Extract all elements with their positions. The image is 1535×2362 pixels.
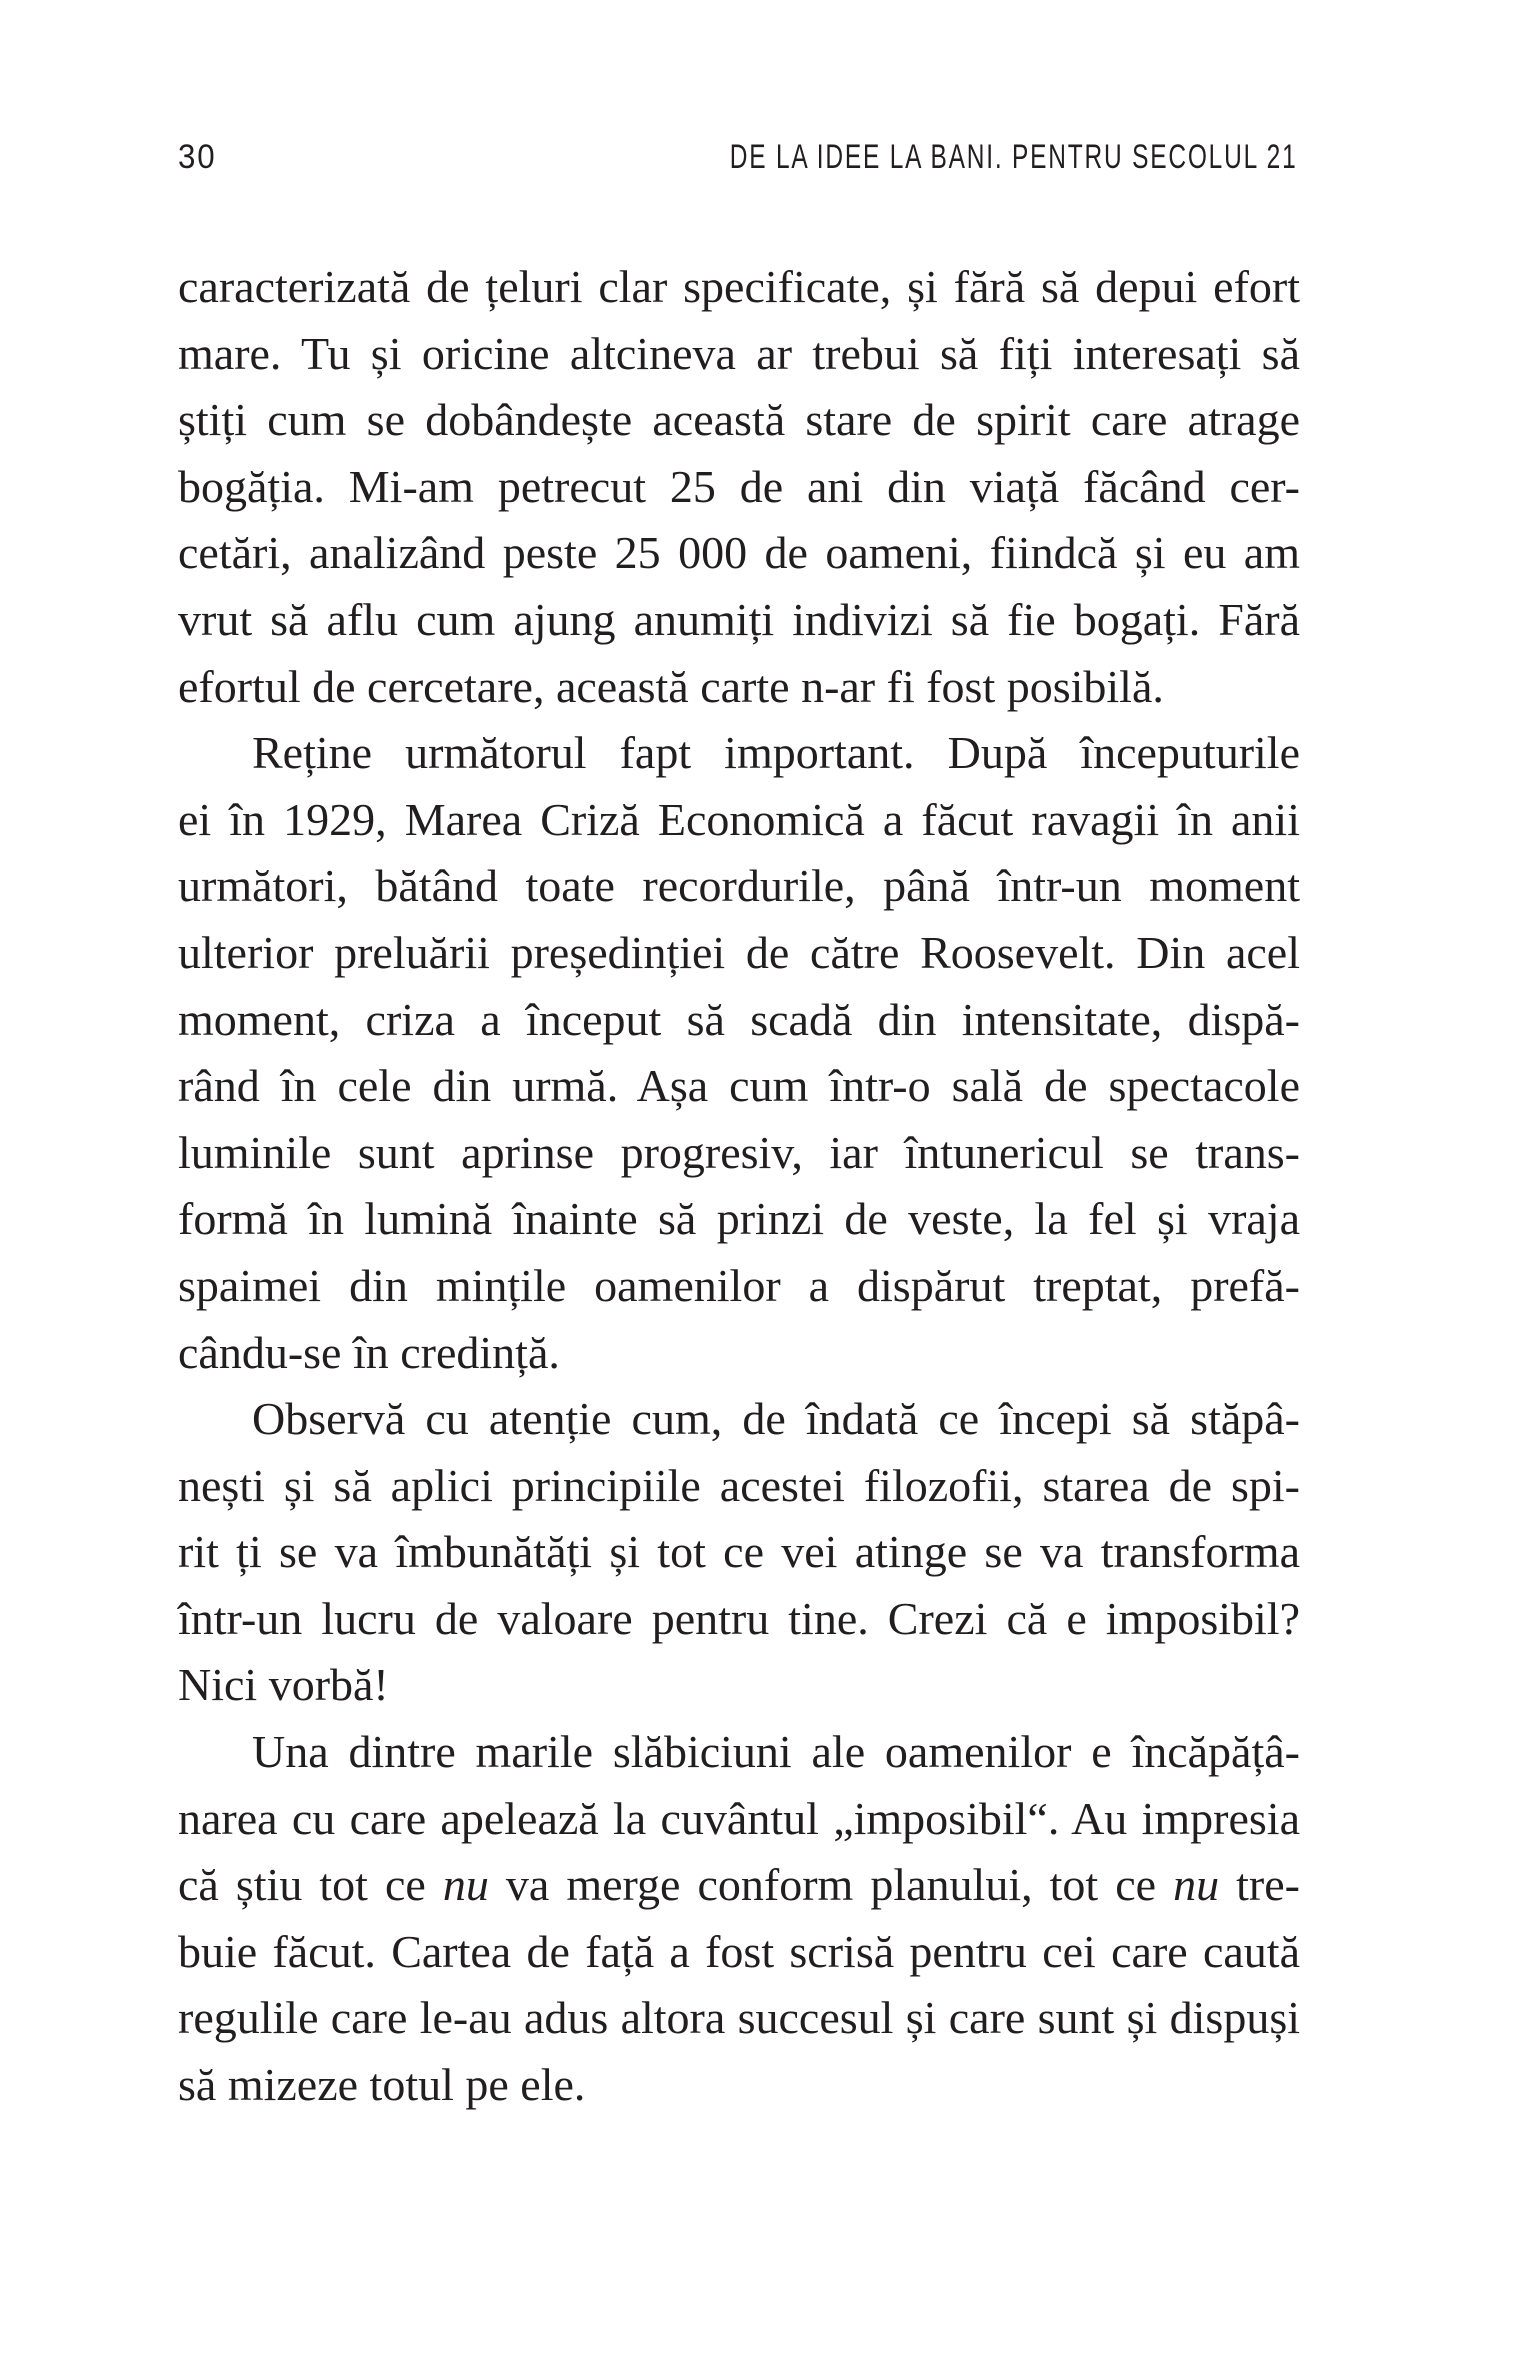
running-title: DE LA IDEE LA BANI. PENTRU SECOLUL 21 (730, 138, 1298, 176)
text-line (178, 1719, 1300, 1786)
text-run: efortul de cercetare, această carte n-ar fi fost posibilă. (178, 660, 1164, 712)
paragraph (178, 1719, 1300, 2119)
text-run: formă în lumină înainte să prinzi de veste, la fel și vraja (178, 1193, 1300, 1245)
text-run: Nici vorbă! (178, 1659, 389, 1711)
text-line (178, 321, 1300, 388)
text-run: moment, criza a început să scadă din intensitate, dispă- (178, 993, 1300, 1045)
text-line (178, 1852, 1300, 1919)
text-run: Observă cu atenție cum, de îndată ce începi să stăpâ- (252, 1393, 1300, 1445)
text-line (178, 1652, 1300, 1719)
text-run: ei în 1929, Marea Criză Economică a făcut ravagii în anii (178, 793, 1300, 845)
text-line (178, 2052, 1300, 2119)
emphasized-text: nu (442, 1859, 489, 1911)
text-run: tre- (1219, 1859, 1300, 1911)
text-run: rând în cele din urmă. Așa cum într-o sală de spectacole (178, 1060, 1300, 1112)
text-run: nești și să aplici principiile acestei filozofii, starea de spi- (178, 1459, 1300, 1511)
text-run: următori, bătând toate recordurile, până într-un moment (178, 860, 1300, 912)
text-run: va merge conform planului, tot ce (488, 1859, 1174, 1911)
text-line (178, 1985, 1300, 2052)
text-run: bogăția. Mi-am petrecut 25 de ani din viață făcând cer- (178, 460, 1300, 512)
text-line (178, 987, 1300, 1054)
text-run: că știu tot ce (178, 1859, 443, 1911)
text-line (178, 254, 1300, 321)
text-run: rit ți se va îmbunătăți și tot ce vei atinge se va transforma (178, 1526, 1300, 1578)
text-line (178, 1786, 1300, 1853)
text-line (178, 1919, 1300, 1986)
text-run: cându-se în credință. (178, 1326, 560, 1378)
text-run: caracterizată de țeluri clar specificate, și fără să depui efort (178, 261, 1300, 312)
text-line (178, 720, 1300, 787)
text-run: vrut să aflu cum ajung anumiți indivizi să fie bogați. Fără (178, 593, 1300, 645)
text-run: regulile care le-au adus altora succesul și care sunt și dispuși (178, 1992, 1300, 2044)
text-line (178, 1586, 1300, 1653)
text-run: într-un lucru de valoare pentru tine. Crezi că e imposibil? (178, 1592, 1300, 1644)
text-line (178, 520, 1300, 587)
text-line (178, 853, 1300, 920)
page-header (178, 138, 1298, 177)
text-line (178, 454, 1300, 521)
emphasized-text: nu (1173, 1859, 1220, 1911)
page-number: 30 (178, 138, 217, 176)
paragraph (178, 1386, 1300, 1719)
text-line (178, 654, 1300, 721)
text-line (178, 920, 1300, 987)
text-line (178, 1320, 1300, 1387)
paragraph (178, 720, 1300, 1386)
paragraph (178, 254, 1300, 720)
text-run: Reține următorul fapt important. După începuturile (252, 727, 1300, 779)
text-run: Una dintre marile slăbiciuni ale oamenilor e încăpățâ- (252, 1726, 1300, 1778)
text-line (178, 1386, 1300, 1453)
text-run: luminile sunt aprinse progresiv, iar întunericul se trans- (178, 1126, 1300, 1178)
text-run: mare. Tu și oricine altcineva ar trebui să fiți interesați să (178, 327, 1300, 379)
text-run: ulterior preluării președinției de către Roosevelt. Din acel (178, 926, 1300, 978)
text-line (178, 787, 1300, 854)
text-line (178, 1186, 1300, 1253)
text-line (178, 587, 1300, 654)
text-run: buie făcut. Cartea de față a fost scrisă pentru cei care caută (178, 1925, 1300, 1977)
text-run: știți cum se dobândește această stare de spirit care atrage (178, 394, 1300, 446)
text-run: narea cu care apelează la cuvântul „imposibil“. Au impresia (178, 1792, 1300, 1844)
text-line (178, 387, 1300, 454)
text-run: să mizeze totul pe ele. (178, 2059, 586, 2111)
text-line (178, 1253, 1300, 1320)
text-line (178, 1053, 1300, 1120)
text-line (178, 1519, 1300, 1586)
text-run: cetări, analizând peste 25 000 de oameni, fiindcă și eu am (178, 527, 1300, 579)
text-run: spaimei din mințile oamenilor a dispărut treptat, prefă- (178, 1259, 1300, 1311)
body-text (178, 254, 1300, 2119)
text-line (178, 1120, 1300, 1187)
text-line (178, 1453, 1300, 1520)
